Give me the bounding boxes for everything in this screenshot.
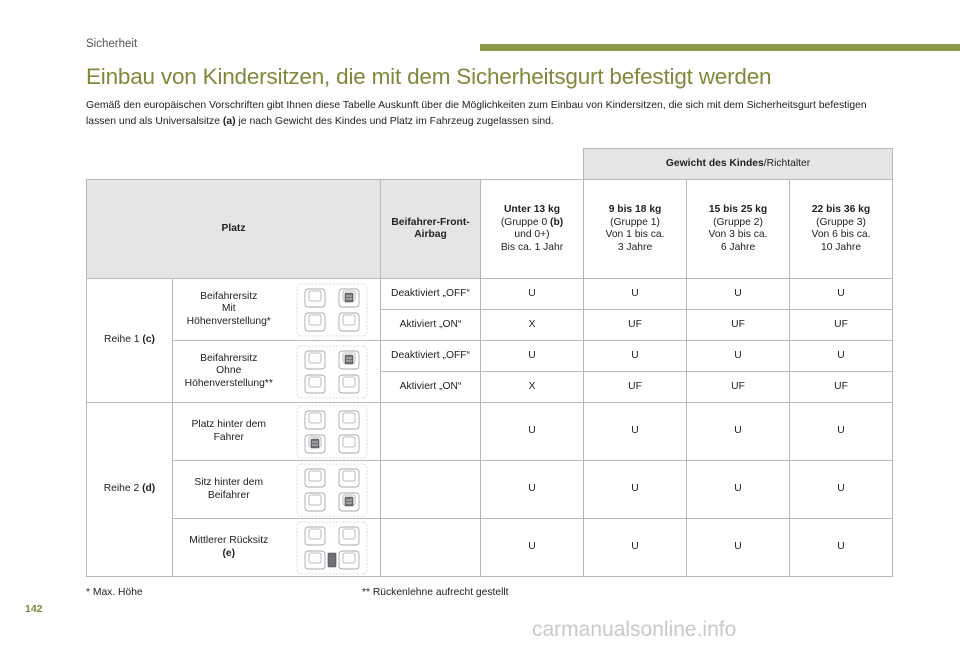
value-cell: X [481,372,584,403]
value-cell: UF [790,372,893,403]
watermark: carmanualsonline.info [532,618,737,641]
section-label: Sicherheit [86,38,138,50]
seat-diagram-cell [285,279,381,341]
seat-label-hinter-beifahrer: Sitz hinter dem Beifahrer [173,461,285,519]
seat-label-mittlerer-ruecksitz: Mittlerer Rücksitz (e) [173,519,285,577]
intro-paragraph [86,98,886,130]
table-row [87,403,893,461]
table-blank-corner [87,149,584,180]
value-cell: U [584,461,687,519]
footnote-double-star: ** Rückenlehne aufrecht gestellt [362,587,509,598]
col-header-platz: Platz [87,180,381,279]
value-cell: UF [790,310,893,341]
seat-label-hinter-fahrer: Platz hinter dem Fahrer [173,403,285,461]
value-cell: U [790,519,893,577]
value-cell: U [687,461,790,519]
value-cell: U [584,519,687,577]
table-row [87,279,893,310]
value-cell: U [790,341,893,372]
value-cell: U [481,341,584,372]
intro-text-2: je nach Gewicht des Kindes und Platz im Fahrzeug zugelassen sind. [235,116,554,127]
value-cell: U [790,403,893,461]
seat-diagram-cell [285,341,381,403]
airbag-on-label: Aktiviert „ON“ [381,310,481,341]
value-cell: U [687,341,790,372]
value-cell: UF [584,372,687,403]
weight-header-rest: /Richtalter [763,157,811,169]
airbag-on-label: Aktiviert „ON“ [381,372,481,403]
section-bar [480,44,960,51]
table-row [87,341,893,372]
airbag-empty-cell [381,403,481,461]
value-cell: U [790,461,893,519]
col-header-airbag-line2: Airbag [414,229,447,240]
table-row [87,519,893,577]
row-label-reihe-1: Reihe 1 (c) [87,279,173,403]
value-cell: U [584,341,687,372]
seat-diagram-rear-right-icon [293,463,371,517]
col-header-group-0: Unter 13 kg (Gruppe 0 (b) und 0+) Bis ca. 1 Jahr [481,180,584,279]
child-seat-table [86,148,893,577]
col-header-group-1: 9 bis 18 kg (Gruppe 1) Von 1 bis ca. 3 Jahre [584,180,687,279]
weight-header-bold: Gewicht des Kindes [665,157,764,169]
weight-header [584,149,893,180]
footnote-single-star: * Max. Höhe [86,587,143,598]
seat-diagram-cell [285,461,381,519]
intro-text-1: Gemäß den europäischen Vorschriften gibt Ihnen diese Tabelle Auskunft über die Möglichkeiten zum Einbau von Kindersitzen, die sich mit dem Sicherheitsgurt befestigen lassen und als Universalsitze [86,100,867,127]
page-title: Einbau von Kindersitzen, die mit dem Sicherheitsgurt befestigt werden [86,64,772,89]
table-row [87,461,893,519]
seat-diagram-rear-left-icon [293,405,371,459]
value-cell: U [481,403,584,461]
col-header-airbag-line1: Beifahrer-Front- [391,216,470,228]
airbag-off-label: Deaktiviert „OFF“ [381,341,481,372]
value-cell: U [687,519,790,577]
page-number: 142 [25,603,43,615]
airbag-empty-cell [381,519,481,577]
value-cell: U [790,279,893,310]
value-cell: UF [584,310,687,341]
airbag-empty-cell [381,461,481,519]
value-cell: U [584,403,687,461]
seat-diagram-cell [285,403,381,461]
seat-diagram-rear-middle-icon [293,521,371,575]
seat-diagram-front-passenger-icon [293,345,371,399]
col-header-group-3: 22 bis 36 kg (Gruppe 3) Von 6 bis ca. 10 Jahre [790,180,893,279]
col-header-airbag [381,180,481,279]
value-cell: UF [687,310,790,341]
col-header-group-2: 15 bis 25 kg (Gruppe 2) Von 3 bis ca. 6 Jahre [687,180,790,279]
value-cell: U [481,279,584,310]
seat-label-beifahrersitz-ohne: Beifahrersitz Ohne Höhenverstellung** [173,341,285,403]
value-cell: U [481,461,584,519]
value-cell: U [687,279,790,310]
row-label-reihe-2: Reihe 2 (d) [87,403,173,577]
intro-ref-a: (a) [222,116,236,127]
seat-label-beifahrersitz-mit: Beifahrersitz Mit Höhenverstellung* [173,279,285,341]
airbag-off-label: Deaktiviert „OFF“ [381,279,481,310]
value-cell: U [481,519,584,577]
seat-diagram-front-passenger-icon [293,283,371,337]
value-cell: U [584,279,687,310]
value-cell: U [687,403,790,461]
value-cell: X [481,310,584,341]
seat-diagram-cell [285,519,381,577]
value-cell: UF [687,372,790,403]
